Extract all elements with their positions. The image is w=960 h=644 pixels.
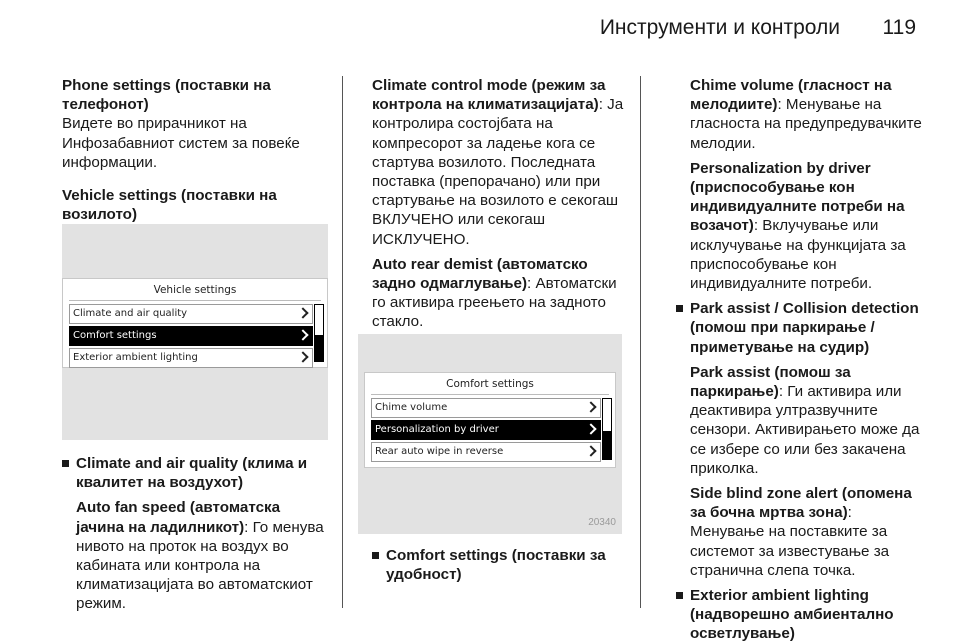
menu-item-rear-auto-wipe[interactable] bbox=[371, 442, 601, 462]
climate-mode-heading: Climate control mode (режим за контрола на климатизацијата) bbox=[372, 77, 606, 114]
park-assist-heading: Park assist (помош за паркирање) bbox=[690, 363, 851, 401]
vehicle-settings-figure bbox=[62, 224, 328, 440]
column-3 bbox=[676, 76, 926, 644]
page-header-title: Инструменти и контроли bbox=[599, 16, 840, 39]
climate-mode-text: : Ја контролира состојбата на компресорот за ладење кога се стартува возилото. Последната поставка (препорачано) или при стартување на возилото е секогаш ВКЛУЧЕНО или секогаш ИСКЛУЧЕНО. bbox=[372, 96, 624, 248]
menu-item-label: Comfort settings bbox=[73, 330, 157, 341]
scrollbar-thumb[interactable] bbox=[315, 335, 323, 361]
column-2-lower bbox=[372, 546, 628, 584]
vehicle-settings-heading: Vehicle settings (поставки на возилото) bbox=[62, 187, 277, 224]
menu-item-label: Climate and air quality bbox=[73, 308, 188, 319]
phone-settings-heading: Phone settings (поставки на телефонот) bbox=[62, 77, 271, 114]
park-assist-paragraph bbox=[676, 363, 926, 478]
rear-demist-text: : Автоматски го активира греењето на задното стакло. bbox=[372, 275, 617, 331]
auto-fan-speed-paragraph bbox=[62, 498, 328, 613]
personalization-text: : Вклучување или исклучување на функцијата за приспособување кон индивидуалните потреби. bbox=[690, 217, 906, 293]
chime-volume-paragraph bbox=[676, 76, 926, 153]
auto-fan-speed-heading: Auto fan speed (автоматска јачина на ладилникот) bbox=[76, 499, 281, 536]
column-1-lower bbox=[62, 454, 328, 614]
blind-zone-paragraph bbox=[676, 484, 926, 580]
screen-title: Comfort settings bbox=[371, 373, 609, 395]
bullet-comfort-settings: Comfort settings (поставки за удобност) bbox=[372, 546, 628, 584]
column-1 bbox=[62, 76, 328, 224]
menu-item-climate-air-quality[interactable] bbox=[69, 304, 313, 324]
chevron-right-icon bbox=[297, 329, 308, 340]
personalization-heading: Personalization by driver (приспособување кон индивидуалните потреби на возачот) bbox=[690, 159, 905, 235]
menu-item-label: Rear auto wipe in reverse bbox=[375, 446, 504, 457]
chevron-right-icon bbox=[297, 351, 308, 362]
rear-demist-paragraph bbox=[372, 255, 628, 332]
climate-mode-paragraph bbox=[372, 76, 628, 249]
comfort-settings-screen bbox=[364, 372, 616, 468]
blind-zone-text: : Менување на поставките за системот за известување за странична слепа точка. bbox=[690, 504, 890, 579]
blind-zone-heading: Side blind zone alert (опомена за бочна мртва зона) bbox=[690, 485, 912, 522]
vehicle-settings-screen bbox=[62, 278, 328, 368]
scrollbar[interactable] bbox=[314, 304, 324, 362]
bullet-park-assist: Park assist / Collision detection (помош при паркирање / приметување на судир) bbox=[676, 299, 926, 357]
menu-item-exterior-ambient-lighting[interactable] bbox=[69, 348, 313, 368]
column-divider bbox=[342, 76, 343, 608]
chime-volume-text: : Менување на гласноста на предупредувачките мелодии. bbox=[690, 96, 922, 152]
phone-settings-text: Видете во прирачникот на Инфозабавниот систем за повеќе информации. bbox=[62, 115, 300, 171]
menu-item-label: Chime volume bbox=[375, 402, 448, 413]
scrollbar-thumb[interactable] bbox=[603, 431, 611, 459]
rear-demist-heading: Auto rear demist (автоматско задно одмаглување) bbox=[372, 255, 588, 293]
chevron-right-icon bbox=[585, 445, 596, 456]
figure-id: 20340 bbox=[588, 517, 616, 528]
chime-volume-heading: Chime volume (гласност на мелодиите) bbox=[690, 77, 892, 114]
column-2 bbox=[372, 76, 628, 332]
personalization-paragraph bbox=[676, 159, 926, 293]
bullet-exterior-ambient-lighting: Exterior ambient lighting (надворешно амбиентално осветлување) bbox=[676, 586, 926, 644]
comfort-settings-figure bbox=[358, 334, 622, 534]
settings-menu bbox=[69, 304, 313, 370]
auto-fan-speed-text: : Го менува нивото на проток на воздух во кабината или контрола на климатизацијата во автоматскиот режим. bbox=[76, 518, 324, 613]
page-number: 119 bbox=[882, 16, 916, 39]
menu-item-label: Personalization by driver bbox=[375, 424, 499, 435]
menu-item-chime-volume[interactable] bbox=[371, 398, 601, 418]
scrollbar[interactable] bbox=[602, 398, 612, 460]
chevron-right-icon bbox=[297, 307, 308, 318]
settings-menu bbox=[371, 398, 601, 464]
park-assist-text: : Ги активира или деактивира ултразвучните сензори. Активирањето може да се избере со или без закачена приколка. bbox=[690, 383, 920, 477]
menu-item-comfort-settings[interactable] bbox=[69, 326, 313, 346]
screen-title: Vehicle settings bbox=[69, 279, 321, 301]
chevron-right-icon bbox=[585, 423, 596, 434]
chevron-right-icon bbox=[585, 401, 596, 412]
menu-item-personalization-by-driver[interactable] bbox=[371, 420, 601, 440]
menu-item-label: Exterior ambient lighting bbox=[73, 352, 198, 363]
column-divider bbox=[640, 76, 641, 608]
bullet-climate-air-quality: Climate and air quality (клима и квалитет на воздухот) bbox=[62, 454, 328, 492]
